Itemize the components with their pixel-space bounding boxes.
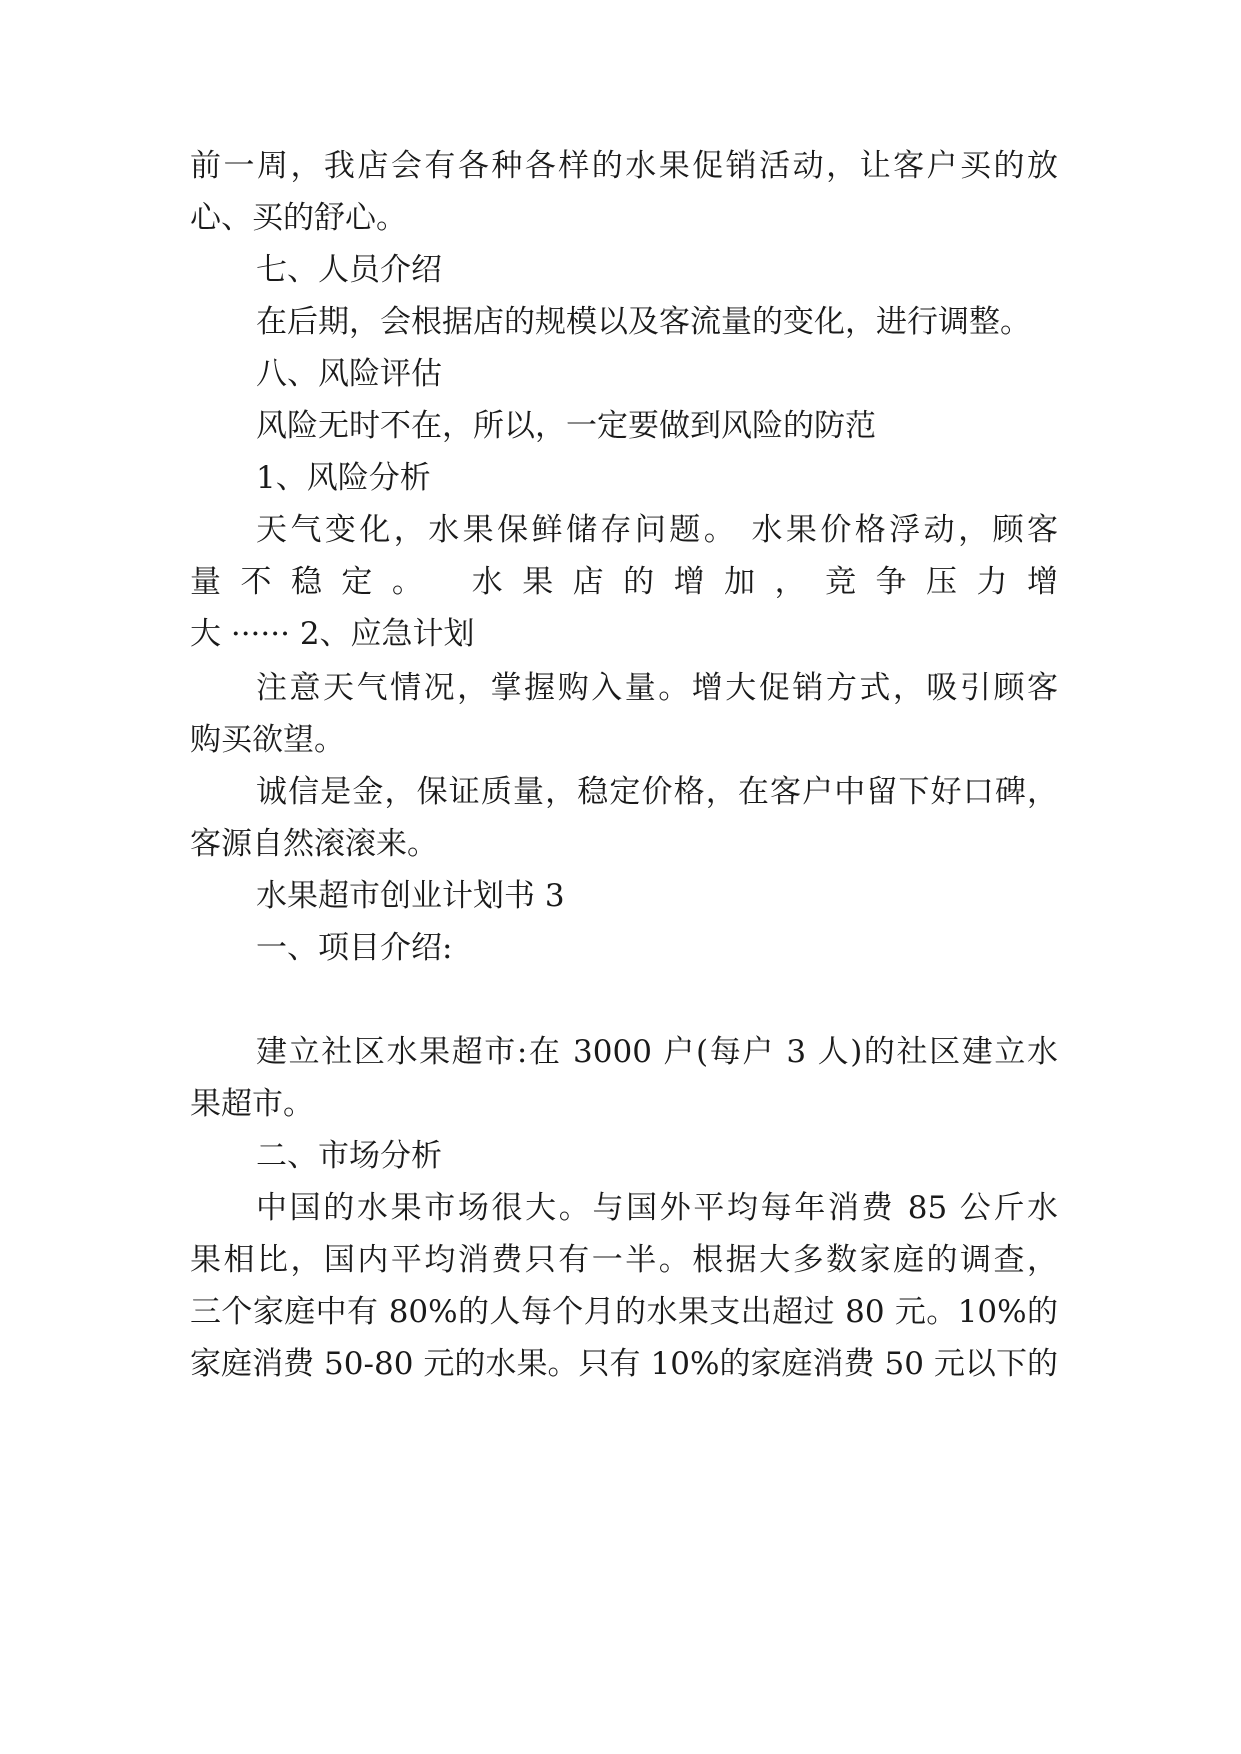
section-heading: 二、市场分析: [256, 1138, 442, 1174]
section-heading: 七、人员介绍: [256, 252, 442, 288]
document-title: 水果超市创业计划书 3: [256, 878, 565, 914]
section-heading: 一、项目介绍:: [256, 930, 453, 966]
paragraph-line: 风险无时不在，所以，一定要做到风险的防范: [256, 408, 876, 444]
paragraph-line: 果相比，国内平均消费只有一半。根据大多数家庭的调查，: [190, 1242, 1058, 1278]
paragraph-line: 注意天气情况，掌握购入量。增大促销方式，吸引顾客: [256, 670, 1058, 706]
paragraph-line: 心、买的舒心。: [190, 200, 407, 236]
paragraph-line: 三个家庭中有 80%的人每个月的水果支出超过 80 元。10%的: [190, 1294, 1058, 1330]
paragraph-line: 果超市。: [190, 1086, 314, 1122]
paragraph-line: 天气变化，水果保鲜储存问题。 水果价格浮动，顾客: [256, 512, 1058, 548]
subsection-heading: 1、风险分析: [256, 460, 431, 496]
paragraph-line: 中国的水果市场很大。与国外平均每年消费 85 公斤水: [256, 1190, 1058, 1226]
paragraph-line: 购买欲望。: [190, 722, 345, 758]
paragraph-line: 家庭消费 50-80 元的水果。只有 10%的家庭消费 50 元以下的: [190, 1346, 1058, 1382]
paragraph-line: 诚信是金，保证质量，稳定价格，在客户中留下好口碑，: [256, 774, 1058, 810]
paragraph-line: 大 ······ 2、应急计划: [190, 616, 475, 652]
section-heading: 八、风险评估: [256, 356, 442, 392]
paragraph-line: 客源自然滚滚来。: [190, 826, 438, 862]
paragraph-line: 建立社区水果超市:在 3000 户(每户 3 人)的社区建立水: [256, 1034, 1058, 1070]
paragraph-line: 在后期，会根据店的规模以及客流量的变化，进行调整。: [256, 304, 1031, 340]
paragraph-line: 前一周，我店会有各种各样的水果促销活动，让客户买的放: [190, 148, 1058, 184]
paragraph-line: 量不稳定。 水果店的增加，竞争压力增: [190, 564, 1058, 600]
